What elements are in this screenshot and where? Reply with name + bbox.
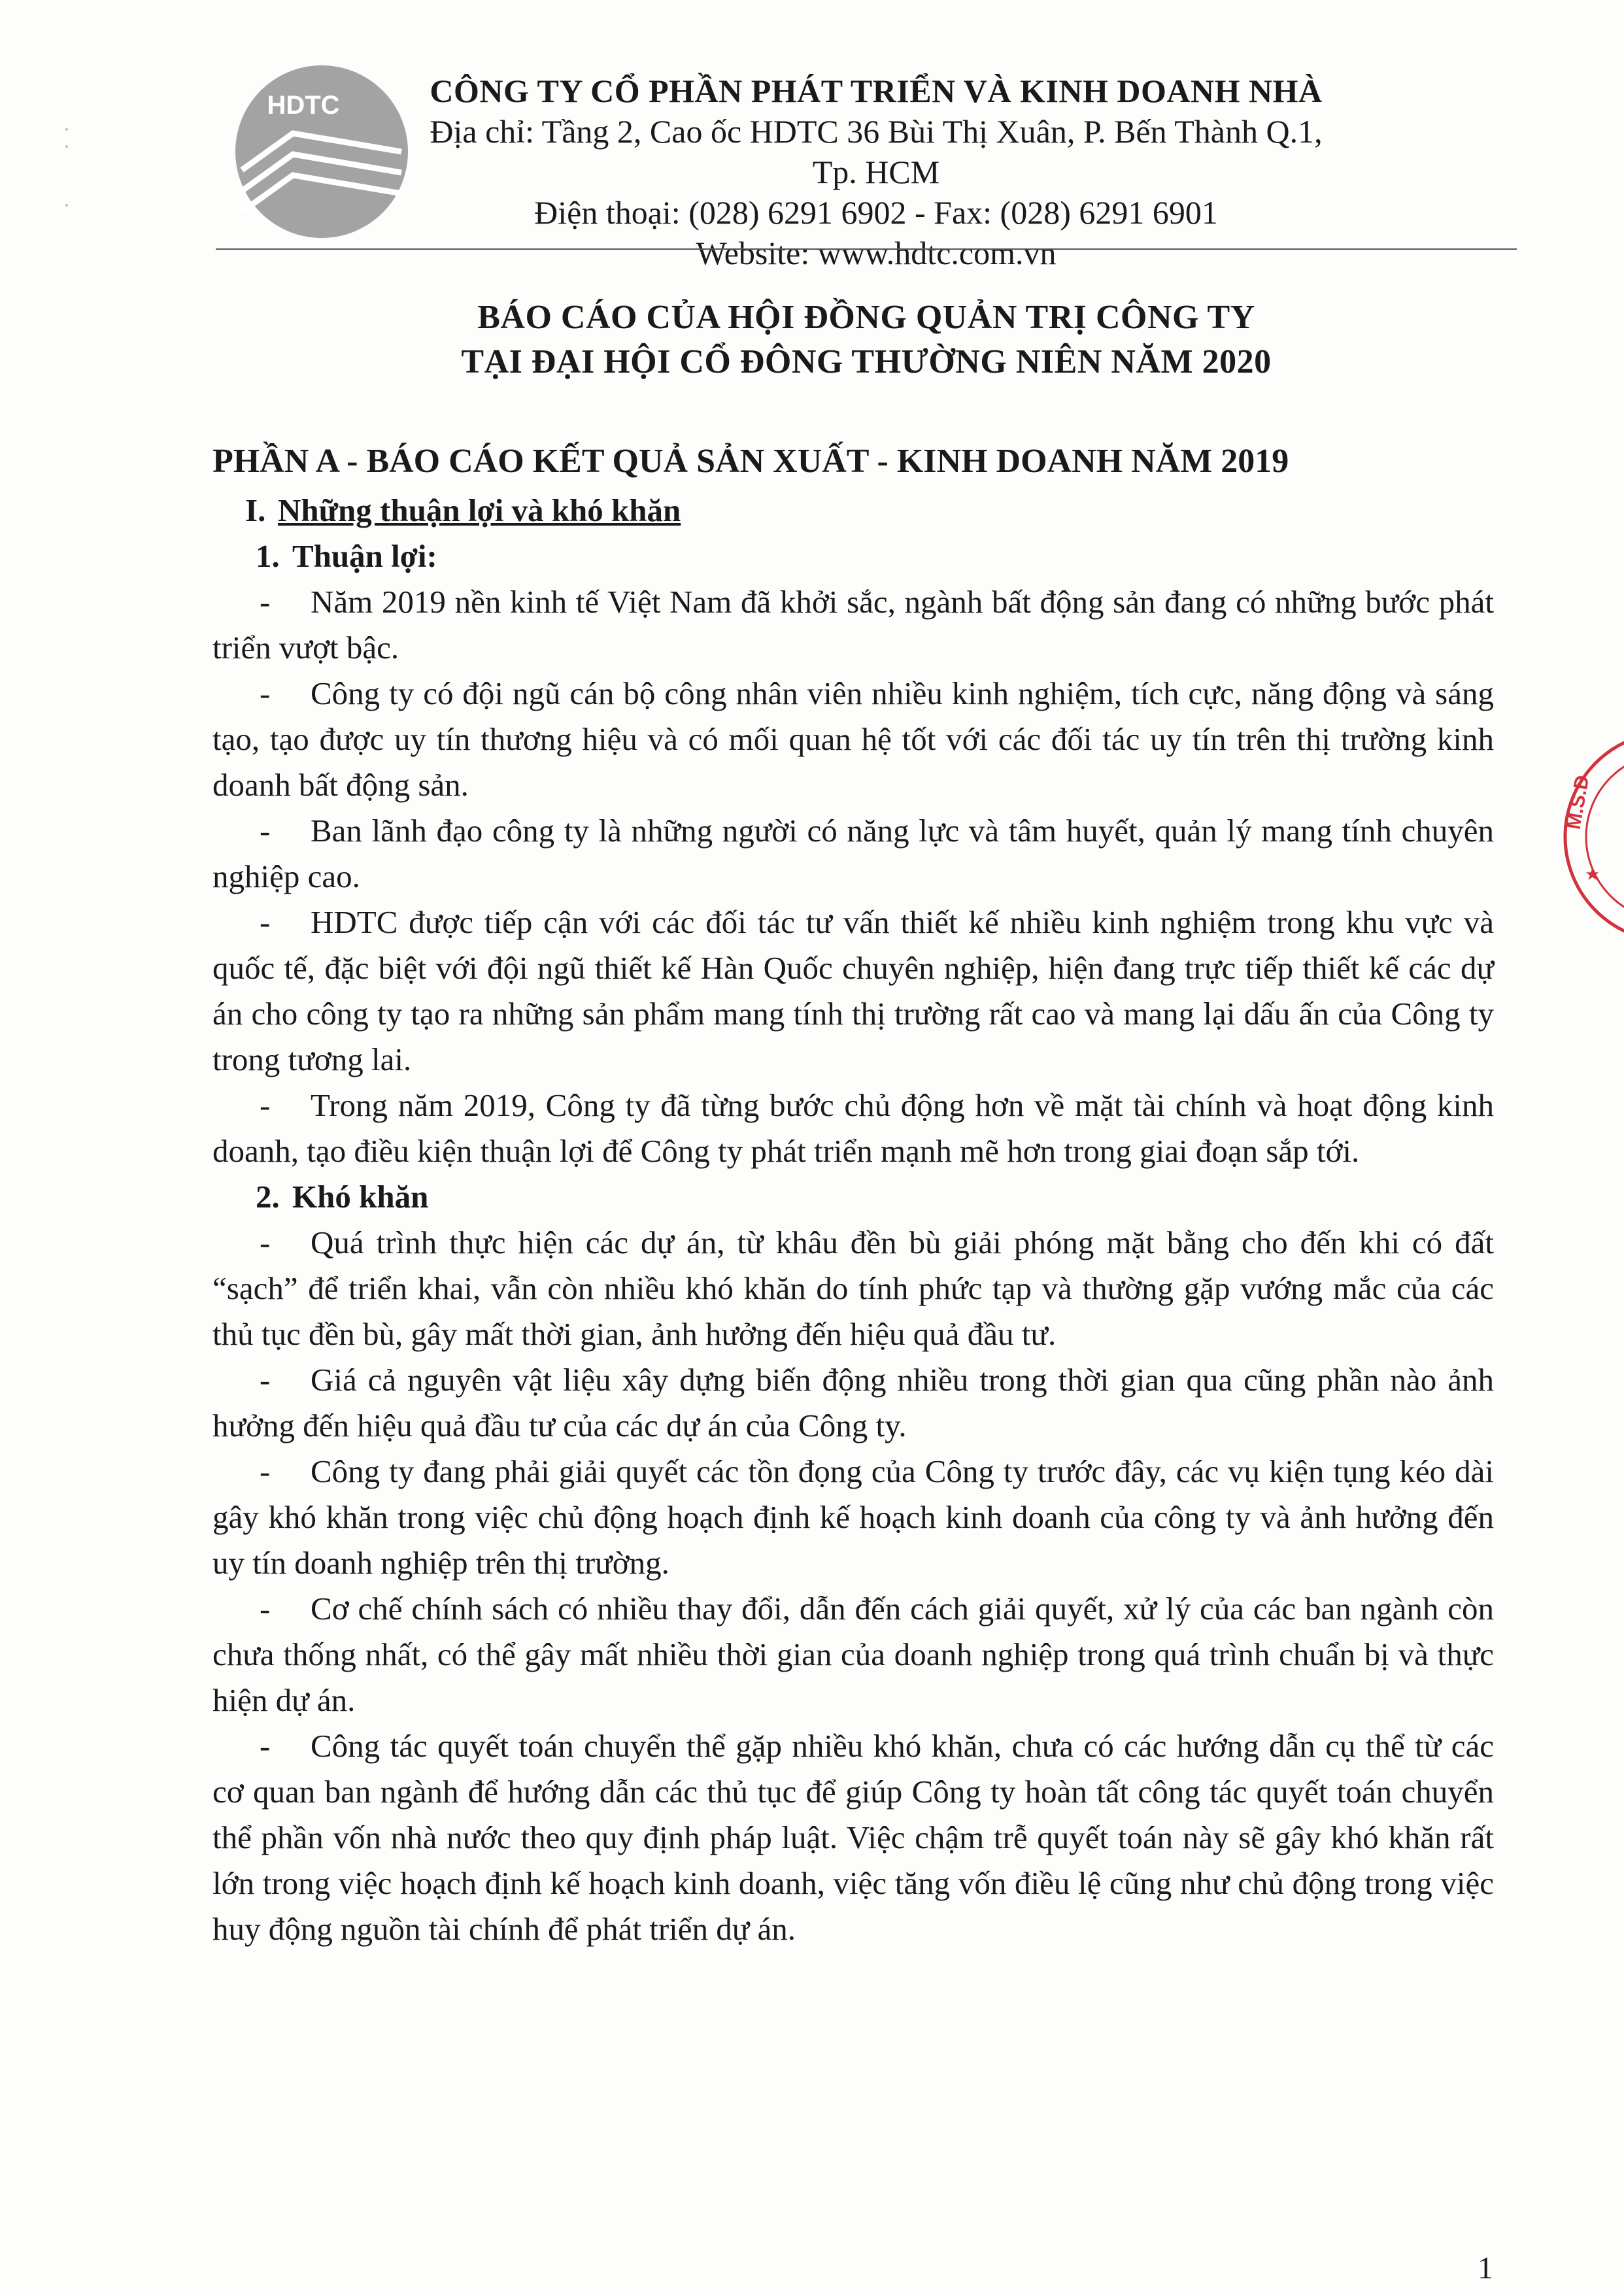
report-body [212,437,1494,1952]
subsection-heading-difficulties [256,1174,1494,1220]
section-number: I. [245,492,266,528]
list-item [212,1723,1494,1952]
part-a-heading: PHẦN A - BÁO CÁO KẾT QUẢ SẢN XUẤT - KINH DOANH NĂM 2019 [212,443,1289,480]
subsection-number: 2. [256,1179,280,1215]
company-logo [230,60,413,243]
list-item-text: Giá cả nguyên vật liệu xây dựng biến động nhiều trong thời gian qua cũng phần nào ảnh hưởng đến hiệu quả đầu tư của các dự án của Công ty. [212,1362,1494,1443]
bullet-dash: - [260,1453,271,1489]
list-item [212,671,1494,808]
svg-text:★: ★ [1585,865,1600,885]
subsection-number: 1. [256,538,280,574]
subsection-title: Khó khăn [292,1179,429,1215]
report-title-line-2: TẠI ĐẠI HỘI CỔ ĐÔNG THƯỜNG NIÊN NĂM 2020 [461,343,1272,380]
list-item [212,808,1494,900]
company-address: Địa chỉ: Tầng 2, Cao ốc HDTC 36 Bùi Thị Xuân, P. Bến Thành Q.1, Tp. HCM [430,113,1323,190]
red-stamp-partial [1546,726,1624,948]
company-name: CÔNG TY CỔ PHẦN PHÁT TRIỂN VÀ KINH DOANH NHÀ [430,73,1323,109]
list-item [212,579,1494,671]
section-heading [245,488,1494,533]
bullet-dash: - [260,813,271,849]
bullet-dash: - [260,1728,271,1764]
section-title: Những thuận lợi và khó khăn [278,492,681,528]
advantages-list [212,579,1494,1174]
report-title [216,295,1517,384]
bullet-dash: - [260,1224,271,1260]
list-item [212,1220,1494,1357]
page-number: 1 [1478,2251,1493,2286]
list-item-text: Quá trình thực hiện các dự án, từ khâu đền bù giải phóng mặt bằng cho đến khi có đất “sạch” để triển khai, vẫn còn nhiều khó khăn do tính phức tạp và thường gặp vướng mắc của các thủ tục đền bù, gây mất thời gian, ảnh hưởng đến hiệu quả đầu tư. [212,1224,1494,1352]
company-phone-fax: Điện thoại: (028) 6291 6902 - Fax: (028) 6291 6901 [534,194,1218,231]
list-item-text: Năm 2019 nền kinh tế Việt Nam đã khởi sắc, ngành bất động sản đang có những bước phát triển vượt bậc. [212,584,1494,666]
list-item [212,1586,1494,1723]
scan-mark [65,145,68,148]
letterhead [418,71,1334,273]
scan-mark [65,128,68,131]
list-item [212,900,1494,1083]
list-item-text: Công ty có đội ngũ cán bộ công nhân viên nhiều kinh nghiệm, tích cực, năng động và sáng tạo, tạo được uy tín thương hiệu và có mối quan hệ tốt với các đối tác uy tín trên thị trường kinh doanh bất động sản. [212,675,1494,803]
bullet-dash: - [260,1087,271,1123]
list-item-text: Công ty đang phải giải quyết các tồn đọng của Công ty trước đây, các vụ kiện tụng kéo dài gây khó khăn trong việc chủ động hoạch định kế hoạch kinh doanh của công ty và ảnh hưởng đến uy tín doanh nghiệp trên thị trường. [212,1453,1494,1581]
company-website: Website: www.hdtc.com.vn [696,235,1057,271]
list-item [212,1083,1494,1174]
bullet-dash: - [260,1591,271,1627]
header-divider [216,248,1517,250]
list-item-text: Trong năm 2019, Công ty đã từng bước chủ động hơn về mặt tài chính và hoạt động kinh doanh, tạo điều kiện thuận lợi để Công ty phát triển mạnh mẽ hơn trong giai đoạn sắp tới. [212,1087,1494,1169]
bullet-dash: - [260,584,271,620]
bullet-dash: - [260,904,271,940]
list-item-text: Công tác quyết toán chuyển thể gặp nhiều khó khăn, chưa có các hướng dẫn cụ thể từ các cơ quan ban ngành để hướng dẫn các thủ tục để giúp Công ty hoàn tất công tác quyết toán chuyển thể phần vốn nhà nước theo quy định pháp luật. Việc chậm trễ quyết toán này sẽ gây khó khăn rất lớn trong việc hoạch định kế hoạch kinh doanh, việc tăng vốn điều lệ cũng như chủ động trong việc huy động nguồn tài chính để phát triển dự án. [212,1728,1494,1947]
list-item-text: HDTC được tiếp cận với các đối tác tư vấn thiết kế nhiều kinh nghiệm trong khu vực và quốc tế, đặc biệt với đội ngũ thiết kế Hàn Quốc chuyên nghiệp, hiện đang trực tiếp thiết kế các dự án cho công ty tạo ra những sản phẩm mang tính thị trường rất cao và mang lại dấu ấn của Công ty trong tương lai. [212,904,1494,1077]
list-item-text: Ban lãnh đạo công ty là những người có năng lực và tâm huyết, quản lý mang tính chuyên nghiệp cao. [212,813,1494,894]
scan-mark [65,204,68,207]
logo-text: HDTC [267,91,340,120]
svg-text:M.S.D: M.S.D [1563,773,1594,832]
subsection-heading-advantages [256,533,1494,579]
difficulties-list [212,1220,1494,1952]
bullet-dash: - [260,675,271,711]
list-item [212,1449,1494,1586]
list-item-text: Cơ chế chính sách có nhiều thay đổi, dẫn đến cách giải quyết, xử lý của các ban ngành còn chưa thống nhất, có thể gây mất nhiều thời gian của doanh nghiệp trong quá trình chuẩn bị và thực hiện dự án. [212,1591,1494,1718]
subsection-title: Thuận lợi: [292,538,437,574]
bullet-dash: - [260,1362,271,1398]
report-title-line-1: BÁO CÁO CỦA HỘI ĐỒNG QUẢN TRỊ CÔNG TY [477,299,1255,336]
list-item [212,1357,1494,1449]
